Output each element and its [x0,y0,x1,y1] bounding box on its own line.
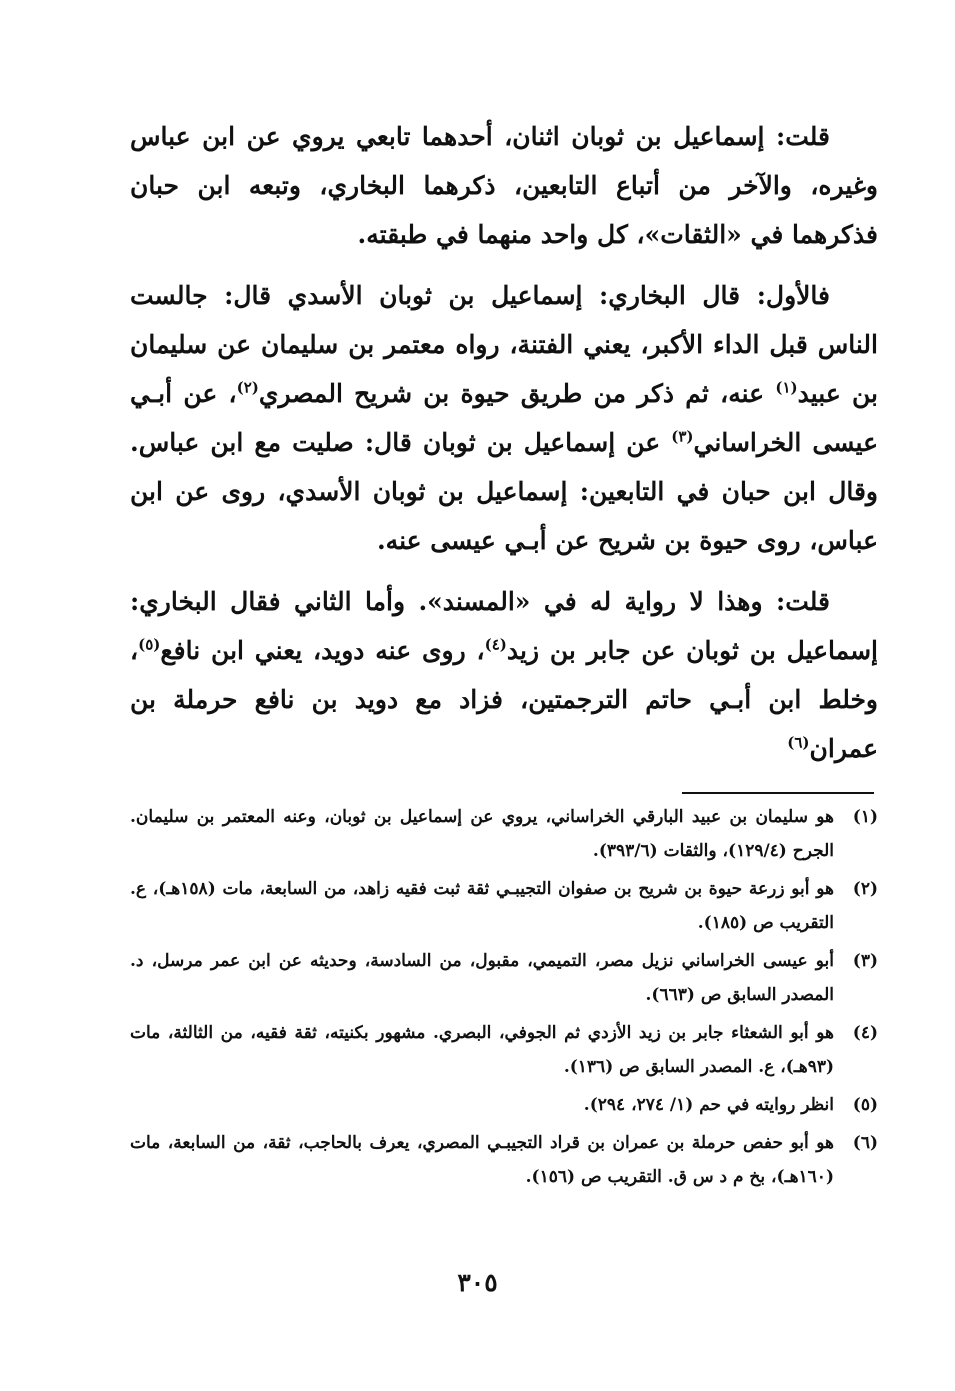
footnote-text: هو أبو زرعة حيوة بن شريح بن صفوان التجيبـي ثقة ثبت فقيه زاهد، من السابعة، مات (١٥٨هـ)، ع. التقريب ص (١٨٥). [130,879,834,933]
footnotes [130,800,878,1198]
paragraph-text: عنه، ثم ذكر من طريق حيوة بن شريح المصري [258,379,776,408]
footnote-ref-5[interactable]: (٥) [138,635,161,654]
footnote-ref-2[interactable]: (٢) [236,378,259,397]
footnote-text: هو أبو الشعثاء جابر بن زيد الأزدي ثم الجوفي، البصري. مشهور بكنيته، ثقة فقيه، من الثالثة، مات (٩٣هـ)، ع. المصدر السابق ص (١٣٦). [130,1023,834,1077]
footnote-number: (٤) [852,1023,878,1043]
paragraph-1 [130,112,878,259]
footnote-1 [130,800,878,868]
paragraph-text: قلت: إسماعيل بن ثوبان اثنان، أحدهما تابعي يروي عن ابن عباس وغيره، والآخر من أتباع التابعين، ذكرهما البخاري، وتبعه ابن حبان فذكرهما في «الثقات»، كل واحد منهما في طبقته. [130,122,878,249]
footnote-6 [130,1126,878,1194]
footnote-2 [130,872,878,940]
footnote-ref-6[interactable]: (٦) [787,733,810,752]
paragraph-2 [130,271,878,565]
footnote-3 [130,944,878,1012]
paragraph-text: ، وخلط ابن أبـي حاتم الترجمتين، فزاد مع دويد بن نافع حرملة بن عمران [130,636,878,763]
footnote-text: هو أبو حفص حرملة بن عمران بن قراد التجيبـي المصري، يعرف بالحاجب، ثقة، من السابعة، مات (١٦٠هـ)، بخ م د س ق. التقريب ص (١٥٦). [130,1133,834,1187]
paragraph-text: قلت: وهذا لا رواية له في «المسند». وأما الثاني فقال البخاري: إسماعيل بن ثوبان عن جابر بن زيد [130,587,878,665]
footnote-ref-1[interactable]: (١) [775,378,798,397]
footnote-number: (٣) [852,951,878,971]
footnote-text: هو سليمان بن عبيد البارقي الخراساني، يروي عن إسماعيل بن ثوبان، وعنه المعتمر بن سليمان. الجرح (١٢٩/٤)، والثقات (٣٩٣/٦). [130,807,834,861]
footnote-text: انظر روايته في حم (١/ ٢٧٤، ٢٩٤). [583,1095,834,1115]
footnote-number: (٦) [852,1133,878,1153]
footnote-4 [130,1016,878,1084]
paragraph-text: ، عن أبـي عيسى الخراساني [130,379,879,457]
footnote-5 [130,1088,878,1122]
footnote-number: (٢) [852,879,878,899]
paragraph-text: عن إسماعيل بن ثوبان قال: صليت مع ابن عباس. وقال ابن حبان في التابعين: إسماعيل بن ثوبان الأسدي، روى عن ابن عباس، روى حيوة بن شريح عن أبـي عيسى عنه. [130,428,878,555]
footnote-ref-3[interactable]: (٣) [671,427,694,446]
footnote-text: أبو عيسى الخراساني نزيل مصر، التميمي، مقبول، من السادسة، وحديثه عن ابن عمر مرسل، د. المصدر السابق ص (٦٦٣). [130,951,834,1005]
footnote-ref-4[interactable]: (٤) [484,635,507,654]
footnote-separator [682,792,874,794]
footnote-number: (١) [852,807,878,827]
paragraph-text: ، روى عنه دويد، يعني ابن نافع [160,636,485,665]
main-text [130,112,878,785]
footnote-number: (٥) [852,1095,878,1115]
paragraph-text: فالأول: قال البخاري: إسماعيل بن ثوبان الأسدي قال: جالست الناس قبل الداء الأكبر، يعني الفتنة، رواه معتمر بن سليمان عن سليمان بن عبيد [130,281,878,408]
page-number: ٣٠٥ [457,1268,498,1297]
paragraph-3 [130,577,878,773]
